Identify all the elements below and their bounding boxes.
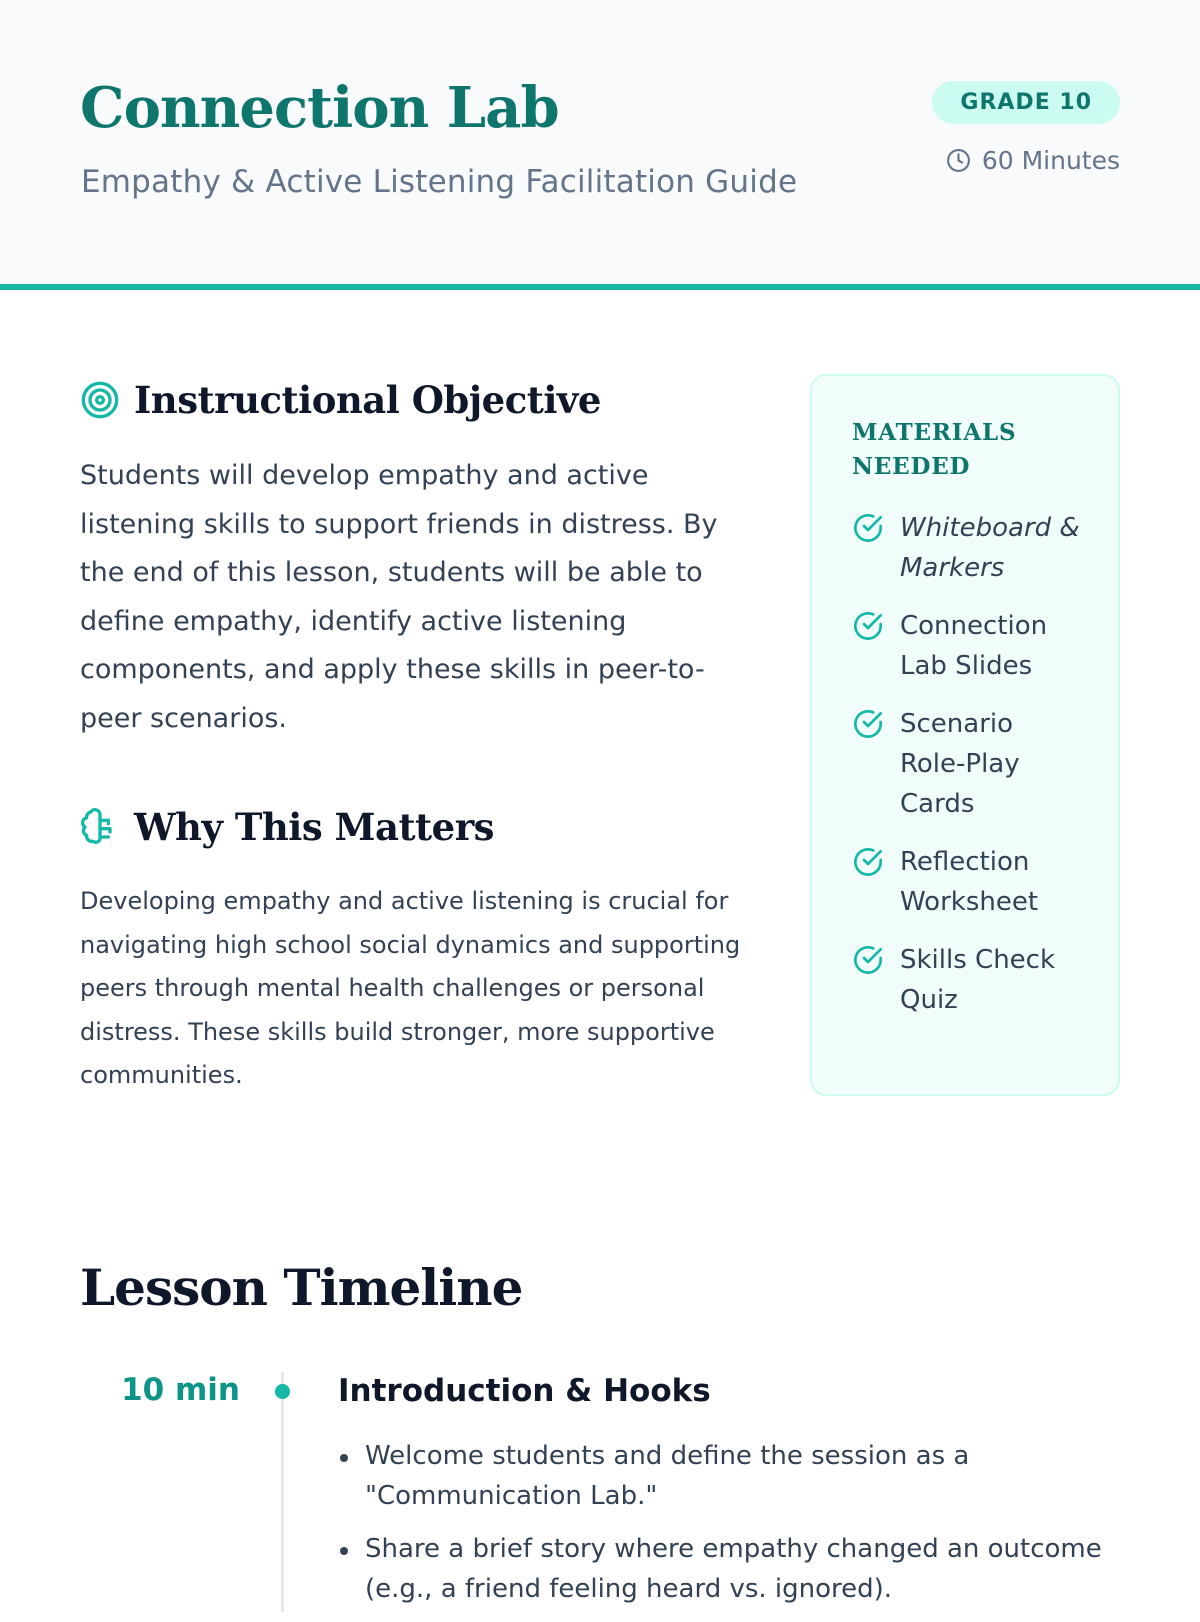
timeline-step-time: 10 min <box>121 1372 240 1408</box>
brain-icon <box>80 807 120 847</box>
target-icon <box>80 380 120 420</box>
materials-panel <box>810 374 1120 1096</box>
objective-heading-text: Instructional Objective <box>134 378 601 422</box>
materials-list <box>852 508 1088 1020</box>
page-subtitle: Empathy & Active Listening Facilitation Guide <box>81 164 798 200</box>
list-item <box>852 606 1088 686</box>
timeline-title: Lesson Timeline <box>80 1258 523 1317</box>
material-label: Scenario Role-Play Cards <box>900 709 1020 819</box>
check-circle-icon <box>852 512 884 544</box>
list-item <box>852 940 1088 1020</box>
timeline-step-title: Introduction & Hooks <box>338 1373 711 1409</box>
check-circle-icon <box>852 610 884 642</box>
objective-text: Students will develop empathy and active listening skills to support friends in distress. By the end of this lesson, students will be able to define empathy, identify active listening components, and apply these skills in peer-to-peer scenarios. <box>80 460 718 734</box>
list-item <box>852 704 1088 824</box>
objective-heading <box>80 378 601 422</box>
material-label: Skills Check Quiz <box>900 945 1056 1015</box>
materials-title: MATERIALS NEEDED <box>852 419 1017 480</box>
material-label: Connection Lab Slides <box>900 611 1048 681</box>
timeline-step-bullets <box>338 1436 1138 1622</box>
page-header <box>0 0 1200 290</box>
check-circle-icon <box>852 708 884 740</box>
timeline-dot <box>275 1384 290 1399</box>
check-circle-icon <box>852 944 884 976</box>
matters-heading-text: Why This Matters <box>134 805 495 849</box>
list-item <box>852 842 1088 922</box>
timeline-line <box>281 1372 284 1612</box>
check-circle-icon <box>852 846 884 878</box>
matters-text: Developing empathy and active listening is crucial for navigating high school social dynamics and supporting peers through mental health challenges or personal distress. These skills build stronger, more supportive communities. <box>80 887 741 1089</box>
list-item: Welcome students and define the session as a "Communication Lab." <box>338 1436 1138 1516</box>
duration <box>946 146 1120 175</box>
material-label: Whiteboard & Markers <box>900 513 1080 583</box>
matters-heading <box>80 805 494 849</box>
grade-badge: GRADE 10 <box>932 81 1120 124</box>
clock-icon <box>946 148 971 173</box>
material-label: Reflection Worksheet <box>900 847 1039 917</box>
list-item <box>852 508 1088 588</box>
list-item: Share a brief story where empathy changed an outcome (e.g., a friend feeling heard vs. ignored). <box>338 1529 1138 1609</box>
duration-label: 60 Minutes <box>981 146 1120 175</box>
page-title: Connection Lab <box>80 75 559 141</box>
